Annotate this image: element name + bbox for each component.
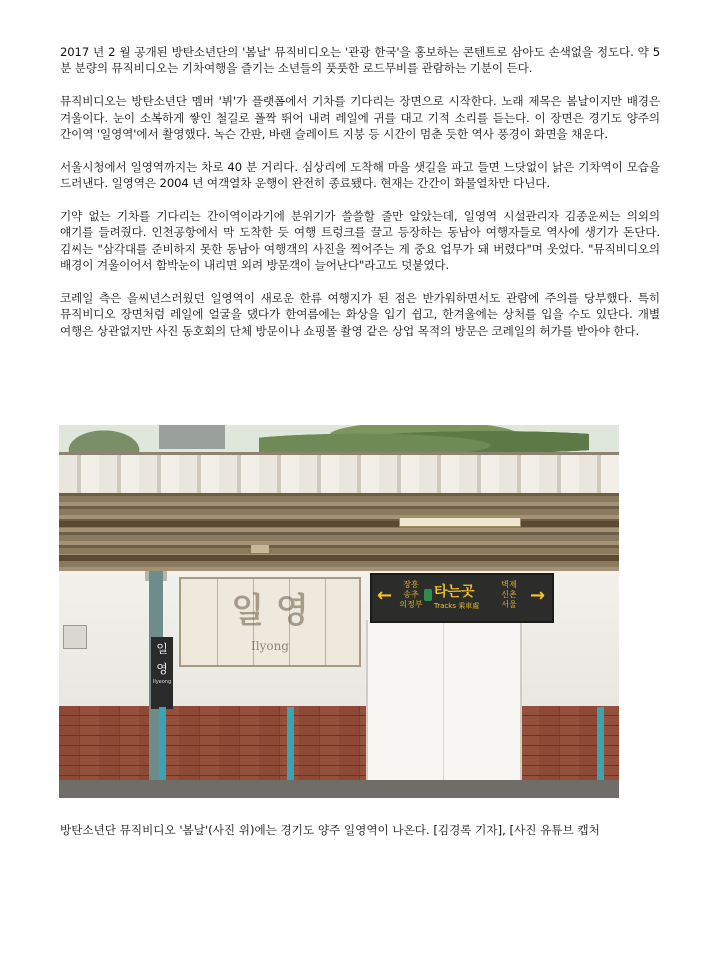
sign-platform-english: Tracks 乘車處 xyxy=(434,602,480,610)
photo-chimney xyxy=(159,425,225,449)
photo-ceiling-lamp xyxy=(399,517,521,527)
photo-roof-eave xyxy=(59,455,619,496)
station-sign-top: 일 xyxy=(156,642,168,656)
sign-platform-label: 타는곳 xyxy=(434,584,475,600)
photo-roof-beam xyxy=(59,555,619,561)
paragraph-3: 서울시청에서 일영역까지는 차로 40 분 거리다. 심상리에 도착해 마을 샛길을 파고 들면 느닷없이 낡은 기차역이 모습을 드러낸다. 일영역은 2004 년 여객열차 운행이 완전히 종료됐다. 현재는 간간이 화물열차만 다닌다. xyxy=(60,159,660,191)
sign-left-destinations: 장흥 송추 의정부 xyxy=(399,580,423,609)
photo-station-sign xyxy=(151,637,173,709)
photo-roof-beam xyxy=(59,521,619,527)
photo-ceiling-fixture xyxy=(251,545,269,553)
station-sign-roman: Ilyeong xyxy=(152,679,172,685)
photo-platform xyxy=(59,780,619,798)
photo-direction-sign xyxy=(370,573,554,623)
photo-white-door xyxy=(366,620,522,788)
article-body xyxy=(60,44,660,356)
paragraph-4: 기약 없는 기차를 기다리는 간이역이라기에 분위기가 쓸쓸할 줄만 알았는데, 일영역 시설관리자 김종운씨는 의외의 얘기를 들려줬다. 인천공항에서 막 도착한 듯 여행 트렁크를 끌고 등장하는 동남아 여행자들로 역사에 생기가 돈단다. 김씨는 "삼각대를 준비하지 못한 동남아 여행객의 사진을 찍어주는 게 중요 업무가 돼 버렸다"며 웃었다. "뮤직비디오의 배경이 겨울이어서 함박눈이 내리면 외려 방문객이 늘어난다"라고도 덧붙였다. xyxy=(60,209,660,273)
photo-painted-board xyxy=(179,577,361,667)
photo-brick-base xyxy=(59,706,619,786)
photo-caption: 방탄소년단 뮤직비디오 '봄날'(사진 위)에는 경기도 양주 일영역이 나온다. [김경록 기자], [사진 유튜브 캡처 xyxy=(60,823,600,837)
photo-cyan-post xyxy=(287,707,294,787)
photo-cyan-post xyxy=(597,707,604,787)
sign-right-destinations: 벽제 신촌 서울 xyxy=(501,580,517,609)
board-station-name: 일 영 xyxy=(231,591,309,631)
photo-cyan-post xyxy=(159,707,166,787)
left-arrow-icon: ← xyxy=(377,585,393,606)
paragraph-1: 2017 년 2 월 공개된 방탄소년단의 '봄날' 뮤직비디오는 '관광 한국'을 홍보하는 콘텐트로 삼아도 손색없을 정도다. 약 5 분 분량의 뮤직비디오는 기차여행을 즐기는 소년들의 풋풋한 로드무비를 관람하는 기분이 든다. xyxy=(60,45,660,76)
board-station-roman: Ilyong xyxy=(251,639,289,653)
right-arrow-icon: → xyxy=(530,585,546,606)
photo-wall-plate xyxy=(63,625,87,649)
train-icon xyxy=(424,589,432,601)
station-photo xyxy=(59,425,619,798)
paragraph-2: 뮤직비디오는 방탄소년단 멤버 '뷔'가 플랫폼에서 기차를 기다리는 장면으로 시작한다. 노래 제목은 봄날이지만 배경은 겨울이다. 눈이 소복하게 쌓인 철길로 폴짝 뛰어 내려 레일에 귀를 대고 기적 소리를 듣는다. 이 장면은 경기도 양주의 간이역 '일영역'에서 촬영했다. 녹슨 간판, 바랜 슬레이트 지붕 등 시간이 멈춘 듯한 역사 풍경이 화면을 채운다. xyxy=(60,94,660,142)
station-sign-bottom: 영 xyxy=(156,662,168,676)
paragraph-5: 코레일 측은 을씨년스러웠던 일영역이 새로운 한류 여행지가 된 점은 반가워하면서도 관람에 주의를 당부했다. 특히 뮤직비디오 장면처럼 레일에 얼굴을 댔다가 한여름에는 화상을 입기 쉽고, 한겨울에는 상처를 입을 수도 있단다. 개별 여행은 상관없지만 사진 동호회의 단체 방문이나 쇼핑몰 촬영 같은 상업 목적의 방문은 코레일의 허가를 받아야 한다. xyxy=(60,291,660,338)
